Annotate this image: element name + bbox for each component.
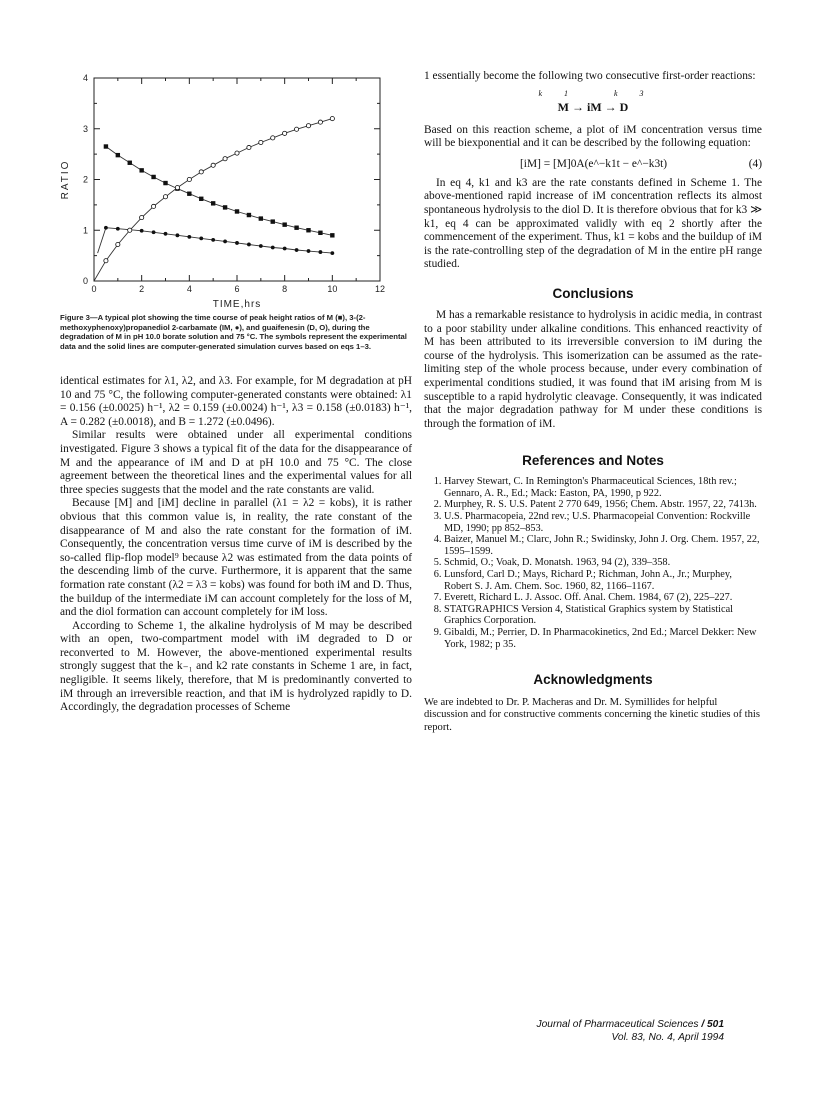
data-point-open-circle — [318, 120, 322, 124]
reference-item: 9. Gibaldi, M.; Perrier, D. In Pharmacokinetics, 2nd Ed.; Marcel Dekker: New York, 1982; p 35. — [444, 627, 762, 650]
volume-info: Vol. 83, No. 4, April 1994 — [611, 1032, 724, 1043]
data-point-open-circle — [151, 204, 155, 208]
data-point-square — [271, 219, 275, 223]
right-paragraph-2: Based on this reaction scheme, a plot of iM concentration versus time will be biexponential and it can be described by the following equation: — [424, 123, 762, 150]
series-line — [94, 119, 332, 281]
left-paragraph-3: Because [M] and [iM] decline in parallel (λ1 = λ2 = kobs), it is rather obvious that this common value is, in reality, the rate constant of the disappearance of M and also the rate constant for the formation of iM. Consequently, the concentration versus time curve of iM is described by the so-called flip-flop model⁹ because λ2 was estimated from the data points of the descending limb of the curve. Furthermore, it is apparent that the same formation rate constant (λ2 = λ3 = kobs) was found for both iM and D. Thus, the buildup of the intermediate iM can account completely for the loss of M, and the diol formation can account completely for iM loss. — [60, 497, 412, 619]
x-axis-label: TIME,hrs — [212, 299, 262, 310]
data-point-square — [199, 197, 203, 201]
data-point-square — [318, 231, 322, 235]
left-paragraph-4: According to Scheme 1, the alkaline hydrolysis of M may be described with an open, two-compartment model with iM degraded to D or reconverted to M. However, the above-mentioned experimental results strongly suggest that the k₋₁ and k2 rate constants in Scheme 1 are, in fact, negligible. It seems likely, therefore, that M is predominantly converted to iM through an irreversible reaction, and that iM is hydrolyzed rapidly to D. Accordingly, the degradation processes of Scheme — [60, 619, 412, 714]
references-list — [424, 476, 762, 650]
equation-number: (4) — [748, 157, 762, 170]
data-point-square — [235, 209, 239, 213]
data-point-square — [116, 153, 120, 157]
reference-item: 6. Lunsford, Carl D.; Mays, Richard P.; Richman, John A., Jr.; Murphey, Robert S. J. Am. Chem. Soc. 1960, 82, 1166–1167. — [444, 569, 762, 592]
left-paragraph-1: identical estimates for λ1, λ2, and λ3. For example, for M degradation at pH 10 and 75 °C, the following computer-generated constants were obtained: λ1 = 0.156 (±0.0025) h⁻¹, λ2 = 0.159 (±0.0024) h⁻¹, λ3 = 0.158 (±0.0183) h⁻¹, A = 0.282 (±0.0018), and B = 1.272 (±0.0496). — [60, 375, 412, 428]
data-point-filled-circle — [223, 240, 227, 244]
x-tick-label: 4 — [186, 284, 192, 294]
data-point-open-circle — [199, 170, 203, 174]
data-point-square — [247, 213, 251, 217]
x-tick-label: 0 — [91, 284, 97, 294]
data-point-filled-circle — [164, 232, 168, 236]
left-column — [60, 375, 412, 715]
data-point-open-circle — [104, 259, 108, 263]
data-point-open-circle — [306, 124, 310, 128]
data-point-open-circle — [235, 151, 239, 155]
data-point-filled-circle — [247, 243, 251, 247]
data-point-open-circle — [175, 186, 179, 190]
reaction-scheme — [424, 90, 762, 116]
data-point-filled-circle — [104, 226, 108, 230]
x-tick-label: 6 — [234, 284, 240, 294]
page-footer — [537, 1018, 724, 1044]
left-paragraph-2: Similar results were obtained under all experimental conditions investigated. Figure 3 shows a typical fit of the data for the disappearance of M and the appearance of iM and D at pH 10.0 and 75 °C. The close agreement between the theoretical lines and the experimental values for all three species suggests that the model and the rate constants are valid. — [60, 429, 412, 496]
right-paragraph-1: 1 essentially become the following two consecutive first-order reactions: — [424, 70, 756, 82]
data-point-filled-circle — [116, 227, 120, 231]
data-point-square — [306, 228, 310, 232]
data-point-filled-circle — [152, 230, 156, 234]
data-point-square — [282, 222, 286, 226]
data-point-open-circle — [259, 140, 263, 144]
figure-caption — [60, 313, 412, 351]
reference-item: 4. Baizer, Manuel M.; Clarc, John R.; Swidinsky, John J. Org. Chem. 1957, 22, 1595–1599. — [444, 534, 762, 557]
caption-text: —A typical plot showing the time course of peak height ratios of M (■), 3-(2-methoxyphenoxy)propanediol 2-carbamate (IM, ●), and guaifenesin (D, O), during the degradation of M in pH 10.0 borate solution and 75 °C. The symbols represent the experimental data and the solid lines are computer-generated simulation curves based on eqs 1–3. — [60, 313, 407, 351]
y-tick-label: 4 — [82, 73, 88, 83]
x-tick-label: 2 — [139, 284, 145, 294]
page-number: / 501 — [701, 1019, 724, 1030]
data-point-open-circle — [247, 145, 251, 149]
caption-label: Figure 3 — [60, 313, 90, 322]
data-point-filled-circle — [235, 241, 239, 245]
data-point-open-circle — [163, 195, 167, 199]
data-point-square — [128, 161, 132, 165]
scheme-rate-constants: k1 k3 — [538, 88, 666, 98]
reference-item: 8. STATGRAPHICS Version 4, Statistical Graphics system by Statistical Graphics Corporation. — [444, 604, 762, 627]
reference-item: 1. Harvey Stewart, C. In Remington's Pharmaceutical Sciences, 18th rev.; Gennaro, A. R., Ed.; Mack: Easton, PA, 1990, p 922. — [444, 476, 762, 499]
data-point-square — [139, 168, 143, 172]
references-heading: References and Notes — [522, 453, 664, 469]
data-point-filled-circle — [176, 233, 180, 237]
reference-item: 5. Schmid, O.; Voak, D. Monatsh. 1963, 94 (2), 339–358. — [444, 557, 762, 569]
equation-text: [iM] = [M]0A(e^−k1t − e^−k3t) — [520, 157, 668, 170]
y-tick-label: 0 — [82, 276, 88, 286]
data-point-square — [211, 201, 215, 205]
data-point-square — [330, 233, 334, 237]
series-line — [106, 147, 332, 236]
reference-item: 3. U.S. Pharmacopeia, 22nd rev.; U.S. Pharmacopeial Convention: Rockville MD, 1990; pp 852–853. — [444, 511, 762, 534]
data-point-open-circle — [211, 163, 215, 167]
conclusions-text: M has a remarkable resistance to hydrolysis in acidic media, in contrast to a poor stability under alkaline conditions. This enhanced reactivity of M has been attributed to its irreversible conversion to iM during the course of the hydrolysis. This isomerization can be assumed as the rate-limiting step of the whole process because, under every combination of experimental conditions studied, it was found that iM arising from M is susceptible to a rapid hydrolytic cleavage. Consequently, it was indicated that the major degradation pathway for M under these conditions is through the formation of iM. — [424, 308, 762, 430]
data-point-open-circle — [140, 215, 144, 219]
data-point-square — [187, 192, 191, 196]
data-point-open-circle — [116, 242, 120, 246]
data-point-open-circle — [271, 136, 275, 140]
data-point-square — [151, 175, 155, 179]
plot-frame — [94, 78, 380, 281]
y-tick-label: 1 — [82, 225, 88, 236]
reference-item: 2. Murphey, R. S. U.S. Patent 2 770 649, 1956; Chem. Abstr. 1957, 22, 7413h. — [444, 499, 762, 511]
y-tick-label: 2 — [82, 174, 88, 185]
data-point-filled-circle — [271, 246, 275, 250]
data-point-square — [259, 216, 263, 220]
x-tick-label: 12 — [374, 284, 386, 294]
right-column — [424, 70, 762, 734]
data-point-open-circle — [294, 127, 298, 131]
acknowledgments-heading: Acknowledgments — [533, 672, 653, 688]
x-tick-label: 8 — [282, 284, 288, 294]
data-point-filled-circle — [211, 238, 215, 242]
x-tick-label: 10 — [327, 284, 338, 294]
figure-3-chart — [58, 68, 392, 312]
right-paragraph-3: In eq 4, k1 and k3 are the rate constants defined in Scheme 1. The above-mentioned rapid increase of iM concentration reflects its almost spontaneous hydrolysis to the diol D. It is therefore obvious that for k3 ≫ k1, eq 4 can be approximated validly with eq 2 shortly after the commencement of the experiment. Thus, k1 = kobs and the buildup of iM is the rate-controlling step of the degradation of M in the entire pH range studied. — [424, 176, 762, 271]
data-point-filled-circle — [295, 248, 299, 252]
data-point-filled-circle — [307, 249, 311, 253]
acknowledgments-text: We are indebted to Dr. P. Macheras and Dr. M. Symillides for helpful discussion and for constructive comments concerning the kinetic studies of this report. — [424, 697, 760, 733]
data-point-filled-circle — [259, 244, 263, 248]
journal-name: Journal of Pharmaceutical Sciences — [536, 1019, 699, 1030]
data-point-filled-circle — [283, 247, 287, 251]
data-point-filled-circle — [330, 251, 334, 255]
data-point-square — [163, 181, 167, 185]
data-point-open-circle — [223, 157, 227, 161]
data-point-open-circle — [128, 228, 132, 232]
data-point-square — [294, 226, 298, 230]
data-point-filled-circle — [140, 229, 144, 233]
scheme-reaction: M → iM → D — [557, 99, 629, 114]
data-point-open-circle — [283, 131, 287, 135]
reference-item: 7. Everett, Richard L. J. Assoc. Off. Anal. Chem. 1984, 67 (2), 225–227. — [444, 592, 762, 604]
data-point-open-circle — [330, 117, 334, 121]
data-point-open-circle — [187, 177, 191, 181]
y-axis-label: RATIO — [60, 159, 71, 200]
data-point-square — [223, 205, 227, 209]
data-point-square — [104, 144, 108, 148]
data-point-filled-circle — [199, 236, 203, 240]
equation-4 — [424, 158, 762, 170]
data-point-filled-circle — [187, 235, 191, 239]
y-tick-label: 3 — [82, 123, 88, 134]
conclusions-heading: Conclusions — [552, 285, 634, 301]
data-point-filled-circle — [319, 250, 323, 254]
